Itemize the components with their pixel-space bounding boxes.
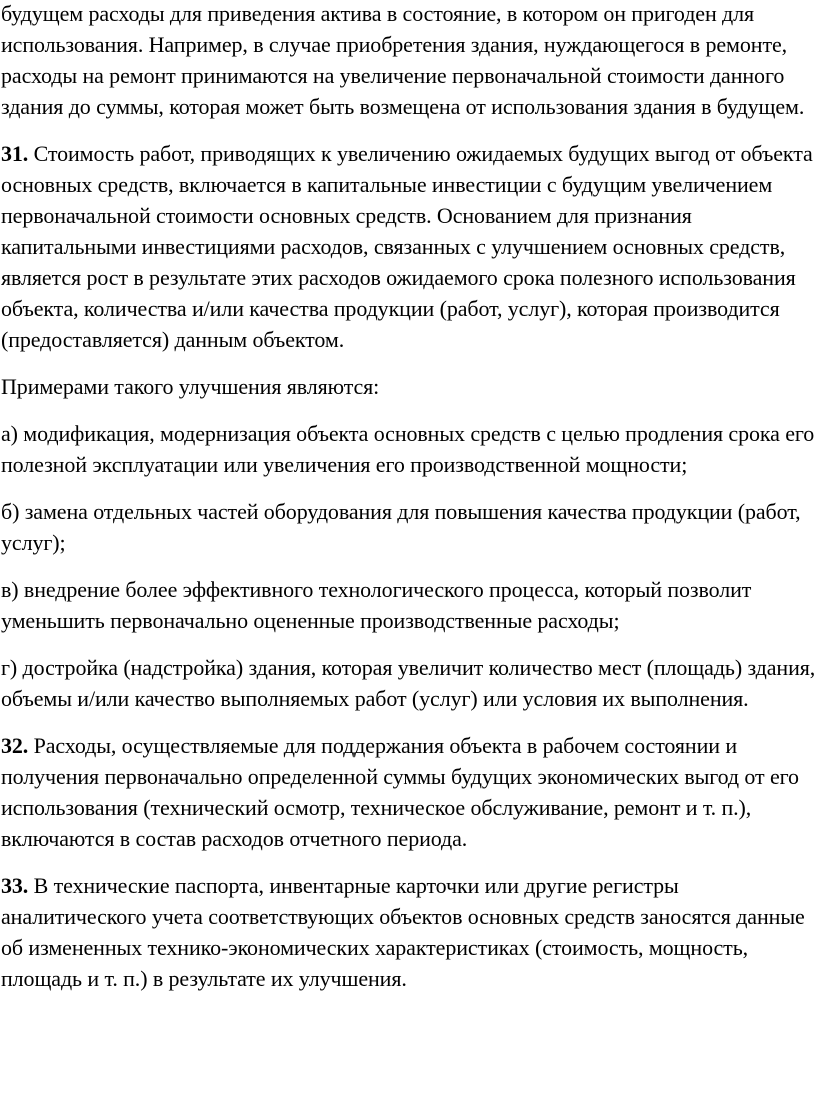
paragraph-text: будущем расходы для приведения актива в состояние, в котором он пригоден для использования. Например, в случае приобретения здания, нуждающегося в ремонте, расходы на ремонт принимаются на увеличение первоначальной стоимости данного здания до суммы, которая может быть возмещена от использования здания в будущем. bbox=[1, 1, 805, 119]
paragraph-number: 32. bbox=[1, 733, 29, 758]
list-item-text: в) внедрение более эффективного технологического процесса, который позволит уменьшить первоначально оцененные производственные расходы; bbox=[1, 577, 752, 633]
list-item-text: г) достройка (надстройка) здания, которая увеличит количество мест (площадь) здания, объемы и/или качество выполняемых работ (услуг) или условия их выполнения. bbox=[1, 655, 816, 711]
list-item-g bbox=[1, 652, 816, 714]
list-item-b bbox=[1, 496, 816, 558]
paragraph-32 bbox=[1, 730, 816, 854]
paragraph-text: Примерами такого улучшения являются: bbox=[1, 374, 380, 399]
list-item-text: а) модификация, модернизация объекта основных средств с целью продления срока его полезной эксплуатации или увеличения его производственной мощности; bbox=[1, 421, 815, 477]
paragraph-number: 33. bbox=[1, 873, 29, 898]
list-item-v bbox=[1, 574, 816, 636]
paragraph-33 bbox=[1, 870, 816, 994]
list-item-text: б) замена отдельных частей оборудования для повышения качества продукции (работ, услуг); bbox=[1, 499, 801, 555]
paragraph-number: 31. bbox=[1, 141, 29, 166]
paragraph-continuation bbox=[1, 0, 816, 122]
paragraph-text: Стоимость работ, приводящих к увеличению ожидаемых будущих выгод от объекта основных средств, включается в капитальные инвестиции с будущим увеличением первоначальной стоимости основных средств. Основанием для признания капитальными инвестициями расходов, связанных с улучшением основных средств, является рост в результате этих расходов ожидаемого срока полезного использования объекта, количества и/или качества продукции (работ, услуг), которая производится (предоставляется) данным объектом. bbox=[1, 141, 813, 352]
paragraph-examples-intro bbox=[1, 371, 816, 402]
paragraph-text: В технические паспорта, инвентарные карточки или другие регистры аналитического учета соответствующих объектов основных средств заносятся данные об измененных технико-экономических характеристиках (стоимость, мощность, площадь и т. п.) в результате их улучшения. bbox=[1, 873, 805, 991]
list-item-a bbox=[1, 418, 816, 480]
paragraph-text: Расходы, осуществляемые для поддержания объекта в рабочем состоянии и получения первоначально определенной суммы будущих экономических выгод от его использования (технический осмотр, техническое обслуживание, ремонт и т. п.), включаются в состав расходов отчетного периода. bbox=[1, 733, 799, 851]
paragraph-31 bbox=[1, 138, 816, 355]
